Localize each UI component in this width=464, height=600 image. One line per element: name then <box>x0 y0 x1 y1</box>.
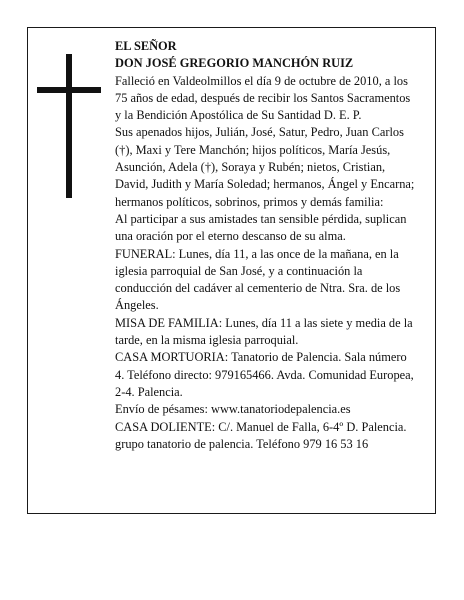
cross-vertical-bar <box>66 54 72 198</box>
deceased-name: DON JOSÉ GREGORIO MANCHÓN RUIZ <box>115 56 354 71</box>
cross-horizontal-bar <box>37 87 101 93</box>
grieving-house-info: CASA DOLIENTE: C/. Manuel de Falla, 6-4º D. Palencia. <box>115 419 407 434</box>
notice-text <box>115 38 418 453</box>
funeral-home-info: CASA MORTUORIA: Tanatorio de Palencia. Sala número 4. Teléfono directo: 979165466. Avda. Comunidad Europea, 2-4. Palencia. <box>115 350 414 399</box>
family-mass-info: MISA DE FAMILIA: Lunes, día 11 a las siete y media de la tarde, en la misma iglesia parroquial. <box>115 315 413 348</box>
prayer-request: Al participar a sus amistades tan sensible pérdida, suplican una oración por el eterno descanso de su alma. <box>115 211 407 244</box>
funeral-info: FUNERAL: Lunes, día 11, a las once de la mañana, en la iglesia parroquial de San José, y a continuación la conducción del cadáver al cementerio de Ntra. Sra. de los Ángeles. <box>115 246 401 313</box>
death-announcement: Falleció en Valdeolmillos el día 9 de octubre de 2010, a los 75 años de edad, después de recibir los Santos Sacramentos y la Bendición Apostólica de Su Santidad D. E. P. <box>115 73 411 123</box>
cross-icon <box>37 54 101 198</box>
footer-text: grupo tanatorio de palencia. Teléfono 979 16 53 16 <box>115 436 369 451</box>
family-list: Sus apenados hijos, Julián, José, Satur, Pedro, Juan Carlos (†), Maxi y Tere Manchón; hijos políticos, María Jesús, Asunción, Adela (†), Soraya y Rubén; nietos, Cristian, David, Judith y María Soledad; hermanos, Ángel y Encarna; hermanos políticos, sobrinos, primos y demás familia: <box>115 125 415 209</box>
heading-line-1: EL SEÑOR <box>115 39 177 53</box>
condolences-info: Envío de pésames: www.tanatoriodepalencia.es <box>115 402 351 417</box>
